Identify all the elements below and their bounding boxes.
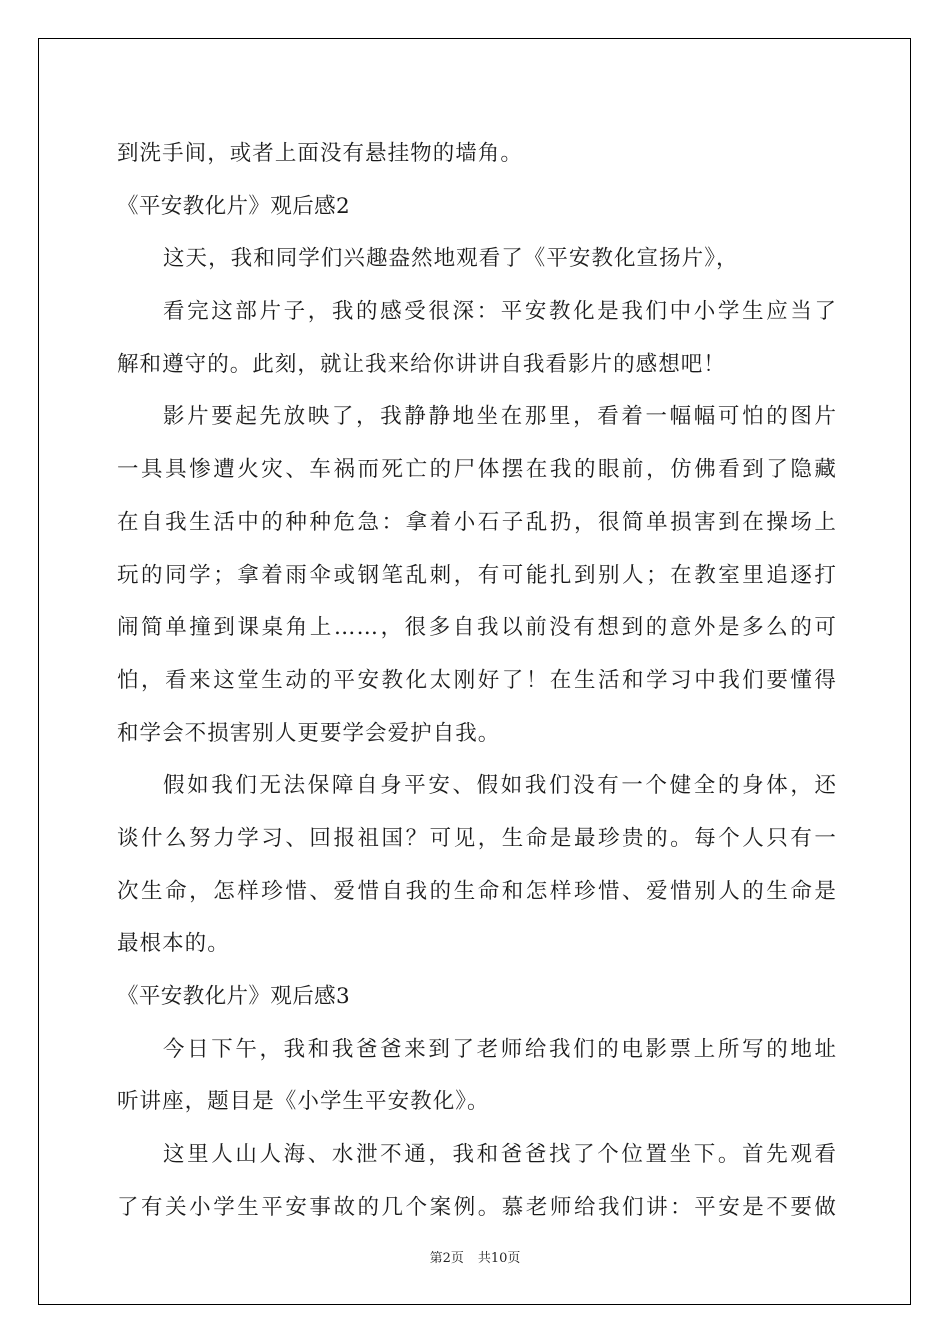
text-line: 影片要起先放映了，我静静地坐在那里，看着一幅幅可怕的图片 xyxy=(163,404,837,430)
text-line: 到洗手间，或者上面没有悬挂物的墙角。 xyxy=(117,141,523,166)
page-number: 第2页 xyxy=(429,1251,464,1266)
text-line: 假如我们无法保障自身平安、假如我们没有一个健全的身体，还 xyxy=(163,773,837,799)
text-line: 一具具惨遭火灾、车祸而死亡的尸体摆在我的眼前，仿佛看到了隐藏 xyxy=(117,457,837,483)
text-line: 闹简单撞到课桌角上……，很多自我以前没有想到的意外是多么的可 xyxy=(117,615,837,641)
total-pages: 共10页 xyxy=(477,1251,521,1266)
text-line: 今日下午，我和我爸爸来到了老师给我们的电影票上所写的地址 xyxy=(163,1036,837,1062)
document-body xyxy=(117,128,837,1234)
text-line: 次生命，怎样珍惜、爱惜自我的生命和怎样珍惜、爱惜别人的生命是 xyxy=(117,878,837,904)
text-line: 和学会不损害别人更要学会爱护自我。 xyxy=(117,720,501,746)
page-footer xyxy=(0,1247,950,1266)
text-line: 谈什么努力学习、回报祖国？可见，生命是最珍贵的。每个人只有一 xyxy=(117,825,837,851)
text-line: 解和遵守的。此刻，就让我来给你讲讲自我看影片的感想吧！ xyxy=(117,351,726,377)
text-line: 这里人山人海、水泄不通，我和爸爸找了个位置坐下。首先观看 xyxy=(163,1142,837,1168)
section-heading: 《平安教化片》观后感3 xyxy=(117,984,351,1009)
text-line: 在自我生活中的种种危急：拿着小石子乱扔，很简单损害到在操场上 xyxy=(117,509,837,535)
text-line: 最根本的。 xyxy=(117,931,230,957)
text-line: 怕，看来这堂生动的平安教化太刚好了！在生活和学习中我们要懂得 xyxy=(117,667,837,693)
text-line: 听讲座，题目是《小学生平安教化》。 xyxy=(117,1089,490,1115)
text-line: 这天，我和同学们兴趣盎然地观看了《平安教化宣扬片》， xyxy=(163,246,739,272)
text-line: 玩的同学；拿着雨伞或钢笔乱刺，有可能扎到别人；在教室里追逐打 xyxy=(117,562,837,588)
text-line: 看完这部片子，我的感受很深：平安教化是我们中小学生应当了 xyxy=(163,299,837,325)
text-line: 了有关小学生平安事故的几个案例。慕老师给我们讲：平安是不要做 xyxy=(117,1194,837,1220)
section-heading: 《平安教化片》观后感2 xyxy=(117,193,351,219)
